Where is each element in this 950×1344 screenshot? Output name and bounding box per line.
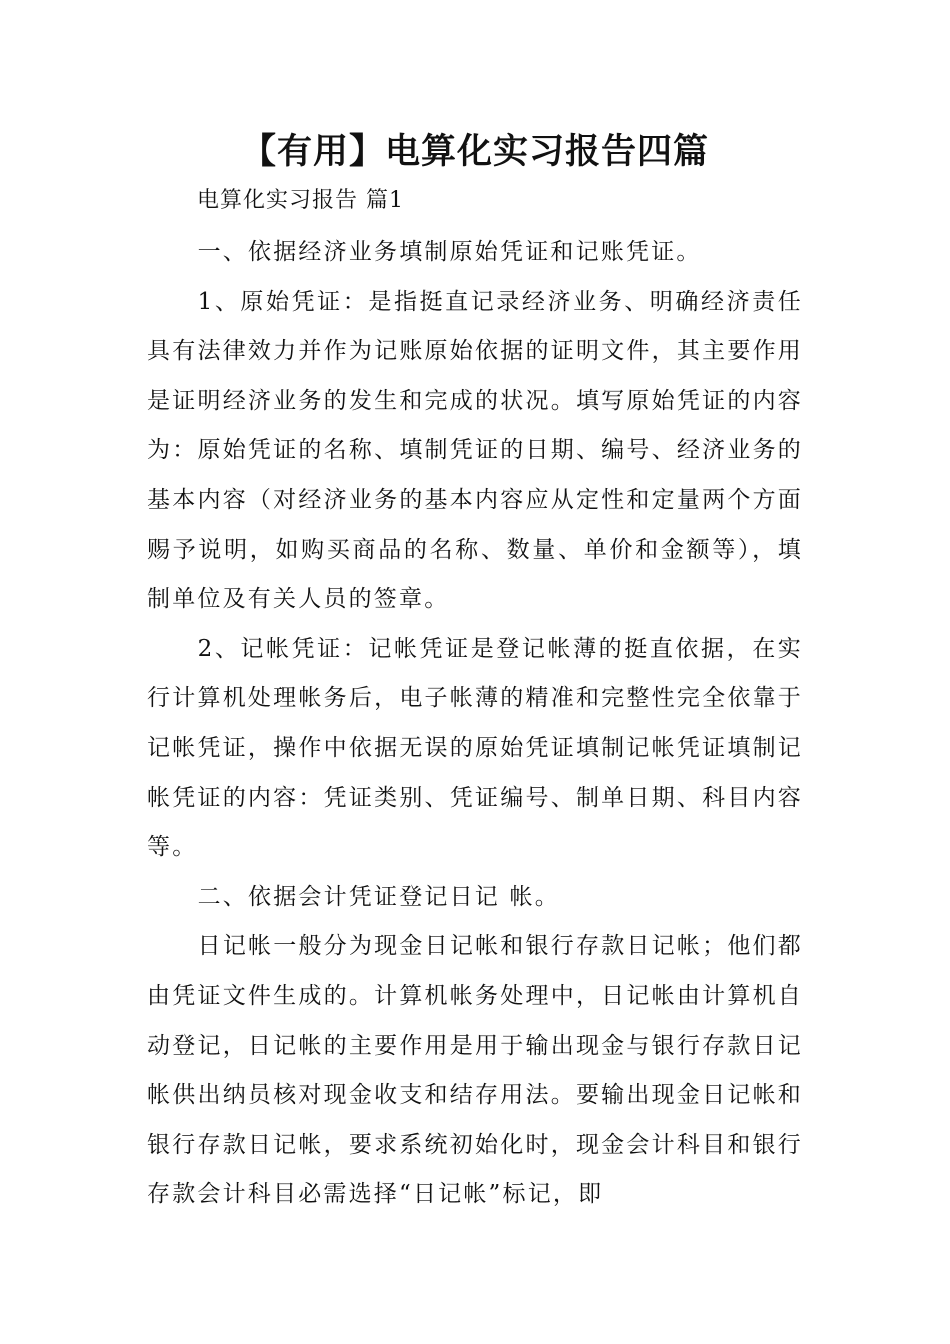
document-title: 【有用】电算化实习报告四篇 xyxy=(240,132,709,172)
paragraph-section-one-heading: 一、依据经济业务填制原始凭证和记账凭证。 xyxy=(197,239,702,265)
paragraph-accounting-voucher: 2、记帐凭证：记帐凭证是登记帐薄的挺直依据，在实行计算机处理帐务后，电子帐薄的精准和完整性完全依靠于记帐凭证，操作中依据无误的原始凭证填制记帐凭证填制记帐凭证的内容：凭证类别、凭证编号、制单日期、科目内容等。 xyxy=(147,635,803,861)
document-subtitle: 电算化实习报告 篇1 xyxy=(197,188,404,213)
paragraph-journal: 日记帐一般分为现金日记帐和银行存款日记帐；他们都由凭证文件生成的。计算机帐务处理中，日记帐由计算机自动登记，日记帐的主要作用是用于输出现金与银行存款日记帐供出纳员核对现金收支和结存用法。要输出现金日记帐和银行存款日记帐，要求系统初始化时，现金会计科目和银行存款会计科目必需选择“日记帐”标记，即 xyxy=(147,933,803,1208)
paragraph-section-two-heading: 二、依据会计凭证登记日记 帐。 xyxy=(197,883,560,910)
document-body xyxy=(147,228,803,1220)
paragraph-original-voucher: 1、原始凭证：是指挺直记录经济业务、明确经济责任具有法律效力并作为记账原始依据的证明文件，其主要作用是证明经济业务的发生和完成的状况。填写原始凭证的内容为：原始凭证的名称、填制凭证的日期、编号、经济业务的基本内容（对经济业务的基本内容应从定性和定量两个方面赐予说明，如购买商品的名称、数量、单价和金额等），填制单位及有关人员的签章。 xyxy=(147,288,803,613)
